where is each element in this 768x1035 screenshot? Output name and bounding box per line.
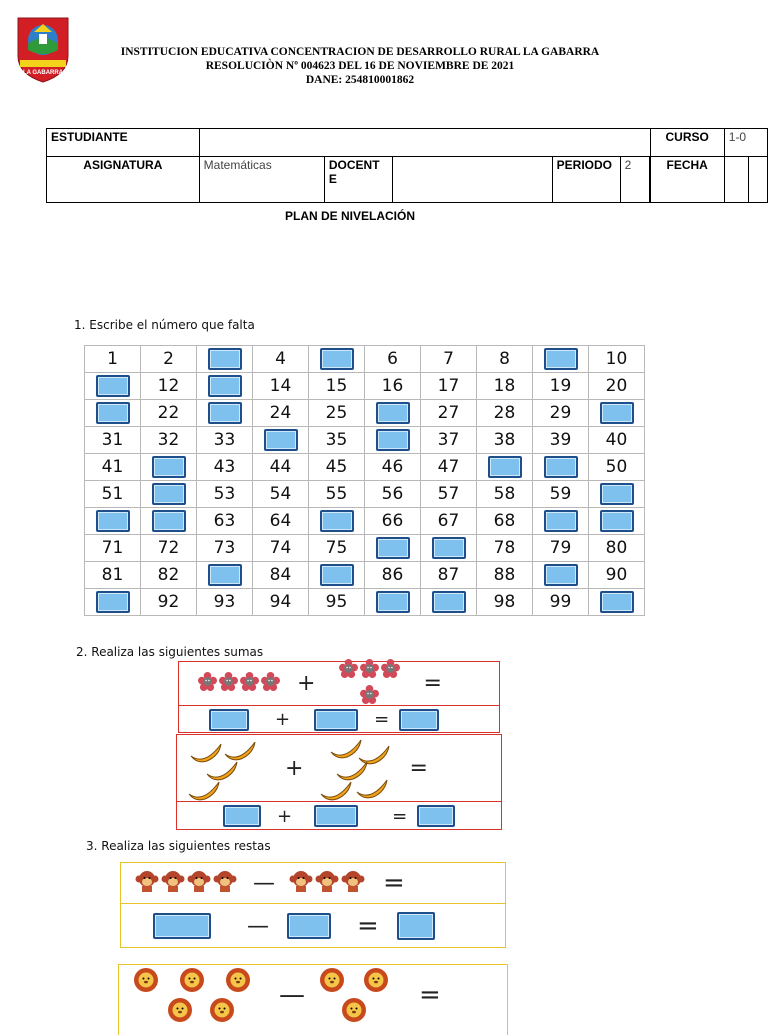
grid-cell-blank[interactable] (197, 562, 253, 589)
flowers-group-1 (191, 672, 287, 696)
answer-blank[interactable] (432, 537, 466, 559)
grid-cell-number: 17 (421, 373, 477, 400)
answer-blank[interactable] (600, 483, 634, 505)
school-logo (12, 12, 74, 84)
answer-blank[interactable] (544, 348, 578, 370)
grid-cell-number: 94 (253, 589, 309, 616)
grid-cell-number: 37 (421, 427, 477, 454)
number-grid (84, 345, 645, 616)
grid-cell-number: 25 (309, 400, 365, 427)
answer-blank[interactable] (488, 456, 522, 478)
sub1-picture-row (121, 863, 505, 904)
sub2-box (118, 964, 508, 1035)
lion-icon (225, 967, 251, 998)
grid-row (85, 400, 645, 427)
equals-sign: = (374, 709, 390, 730)
monkey-icon (341, 869, 365, 898)
grid-row (85, 562, 645, 589)
grid-cell-blank[interactable] (141, 454, 197, 481)
grid-cell-number: 88 (477, 562, 533, 589)
sum2-answer-row (177, 803, 501, 829)
bananas-group-2 (313, 736, 393, 800)
grid-cell-number: 73 (197, 535, 253, 562)
grid-cell-number: 92 (141, 589, 197, 616)
grid-cell-blank[interactable] (421, 535, 477, 562)
equals-sign: = (409, 755, 428, 781)
grid-cell-number: 64 (253, 508, 309, 535)
answer-blank[interactable] (209, 709, 249, 731)
grid-cell-number: 95 (309, 589, 365, 616)
answer-blank[interactable] (152, 510, 186, 532)
grid-cell-number: 15 (309, 373, 365, 400)
grid-cell-blank[interactable] (309, 346, 365, 373)
exercise3-instruction: 3. Realiza las siguientes restas (86, 839, 271, 853)
grid-cell-number: 81 (85, 562, 141, 589)
answer-blank[interactable] (544, 510, 578, 532)
grid-cell-number: 29 (533, 400, 589, 427)
answer-blank[interactable] (417, 805, 455, 827)
minus-sign: — (279, 980, 305, 1010)
answer-blank[interactable] (600, 591, 634, 613)
grid-cell-blank[interactable] (197, 400, 253, 427)
grid-cell-number: 99 (533, 589, 589, 616)
grid-cell-number: 55 (309, 481, 365, 508)
answer-blank[interactable] (314, 805, 358, 827)
plus-sign: + (285, 755, 304, 781)
grid-cell-number: 66 (365, 508, 421, 535)
monkey-icon (289, 869, 313, 898)
grid-cell-number: 78 (477, 535, 533, 562)
grid-cell-number: 2 (141, 346, 197, 373)
grid-cell-number: 98 (477, 589, 533, 616)
grid-cell-number: 93 (197, 589, 253, 616)
lion-icon (319, 967, 345, 998)
grid-row (85, 373, 645, 400)
grid-cell-number: 4 (253, 346, 309, 373)
answer-blank[interactable] (432, 591, 466, 613)
flower-icon (360, 685, 379, 709)
grid-cell-blank[interactable] (85, 400, 141, 427)
grid-cell-blank[interactable] (141, 508, 197, 535)
flower-icon (339, 659, 358, 683)
grid-cell-number: 86 (365, 562, 421, 589)
curso-value: 1-0 (724, 129, 767, 157)
answer-blank[interactable] (397, 912, 435, 940)
banana-icon (355, 778, 389, 805)
answer-blank[interactable] (223, 805, 261, 827)
sub1-answer-row (121, 905, 505, 947)
resolution-line: RESOLUCIÒN Nº 004623 DEL 16 DE NOVIEMBRE DE 2021 (205, 60, 515, 72)
answer-blank[interactable] (96, 510, 130, 532)
answer-blank[interactable] (544, 456, 578, 478)
grid-cell-blank[interactable] (85, 373, 141, 400)
grid-cell-number: 41 (85, 454, 141, 481)
asignatura-value: Matemáticas (199, 157, 324, 203)
answer-blank[interactable] (314, 709, 358, 731)
grid-cell-blank[interactable] (309, 508, 365, 535)
equals-sign: = (392, 805, 408, 827)
flower-icon (381, 659, 400, 683)
grid-row (85, 481, 645, 508)
grid-cell-blank[interactable] (589, 481, 645, 508)
grid-cell-number: 44 (253, 454, 309, 481)
grid-cell-number: 27 (421, 400, 477, 427)
sum1-picture-row (179, 662, 499, 706)
grid-cell-number: 40 (589, 427, 645, 454)
docente-label-line1: DOCENT (328, 158, 380, 172)
grid-row (85, 346, 645, 373)
grid-cell-blank[interactable] (309, 562, 365, 589)
flower-icon (261, 672, 280, 696)
grid-cell-blank[interactable] (365, 535, 421, 562)
answer-blank[interactable] (600, 510, 634, 532)
grid-cell-number: 46 (365, 454, 421, 481)
lions-group-2 (315, 965, 405, 1025)
monkeys-group-1 (135, 869, 237, 898)
bananas-group-1 (183, 736, 263, 800)
answer-blank[interactable] (376, 537, 410, 559)
grid-cell-blank[interactable] (365, 427, 421, 454)
grid-cell-number: 80 (589, 535, 645, 562)
grid-cell-blank[interactable] (477, 454, 533, 481)
institution-name: INSTITUCION EDUCATIVA CONCENTRACION DE DESARROLLO RURAL LA GABARRA (120, 46, 600, 58)
answer-blank[interactable] (152, 456, 186, 478)
lions-group-1 (129, 965, 259, 1025)
minus-sign: — (253, 870, 275, 896)
exercise2-instruction: 2. Realiza las siguientes sumas (76, 645, 264, 659)
grid-cell-number: 53 (197, 481, 253, 508)
grid-cell-number: 47 (421, 454, 477, 481)
monkeys-group-2 (289, 869, 365, 898)
monkey-icon (315, 869, 339, 898)
grid-cell-blank[interactable] (197, 373, 253, 400)
answer-blank[interactable] (399, 709, 439, 731)
answer-blank[interactable] (96, 375, 130, 397)
grid-row (85, 427, 645, 454)
grid-cell-blank[interactable] (589, 589, 645, 616)
sub2-picture-row (119, 965, 507, 1025)
grid-cell-number: 43 (197, 454, 253, 481)
grid-cell-number: 50 (589, 454, 645, 481)
grid-cell-number: 90 (589, 562, 645, 589)
grid-cell-number: 72 (141, 535, 197, 562)
grid-cell-number: 79 (533, 535, 589, 562)
lion-icon (209, 997, 235, 1028)
grid-cell-number: 19 (533, 373, 589, 400)
grid-cell-number: 1 (85, 346, 141, 373)
grid-cell-number: 56 (365, 481, 421, 508)
answer-blank[interactable] (208, 402, 242, 424)
grid-cell-number: 82 (141, 562, 197, 589)
grid-cell-number: 38 (477, 427, 533, 454)
answer-blank[interactable] (320, 348, 354, 370)
sum1-answer-row (179, 707, 499, 732)
grid-cell-number: 7 (421, 346, 477, 373)
grid-cell-number: 31 (85, 427, 141, 454)
grid-cell-blank[interactable] (197, 346, 253, 373)
answer-blank[interactable] (208, 375, 242, 397)
grid-cell-number: 22 (141, 400, 197, 427)
equals-sign: = (383, 868, 405, 898)
grid-cell-number: 58 (477, 481, 533, 508)
grid-cell-number: 59 (533, 481, 589, 508)
lion-icon (363, 967, 389, 998)
flower-icon (360, 659, 379, 683)
answer-blank[interactable] (600, 402, 634, 424)
grid-cell-number: 57 (421, 481, 477, 508)
flower-icon (240, 672, 259, 696)
grid-cell-blank[interactable] (589, 508, 645, 535)
answer-blank[interactable] (376, 591, 410, 613)
grid-cell-number: 84 (253, 562, 309, 589)
equals-sign: = (357, 911, 379, 941)
sum2-picture-row (177, 735, 501, 802)
grid-cell-number: 63 (197, 508, 253, 535)
grid-cell-number: 24 (253, 400, 309, 427)
exercise1-instruction: 1. Escribe el número que falta (74, 318, 255, 332)
estudiante-field[interactable] (199, 129, 650, 157)
grid-cell-blank[interactable] (533, 562, 589, 589)
grid-cell-blank[interactable] (365, 400, 421, 427)
monkey-icon (213, 869, 237, 898)
grid-cell-number: 71 (85, 535, 141, 562)
grid-cell-number: 35 (309, 427, 365, 454)
estudiante-label: ESTUDIANTE (47, 129, 200, 157)
grid-row (85, 535, 645, 562)
grid-row (85, 589, 645, 616)
grid-cell-number: 12 (141, 373, 197, 400)
grid-cell-number: 67 (421, 508, 477, 535)
answer-blank[interactable] (320, 510, 354, 532)
plan-title: PLAN DE NIVELACIÓN (284, 209, 415, 223)
answer-blank[interactable] (96, 402, 130, 424)
equals-sign: = (423, 671, 442, 696)
sub1-box (120, 862, 506, 948)
grid-cell-number: 10 (589, 346, 645, 373)
flowers-group-2 (329, 659, 409, 709)
periodo-label: PERIODO (552, 157, 620, 203)
fecha-field[interactable] (724, 157, 748, 203)
lion-icon (341, 997, 367, 1028)
minus-sign: — (247, 913, 269, 939)
plus-sign: + (277, 805, 293, 827)
grid-cell-blank[interactable] (421, 589, 477, 616)
dane-line: DANE: 254810001862 (305, 74, 415, 86)
answer-blank[interactable] (153, 913, 211, 939)
fecha-label: FECHA (650, 157, 724, 203)
answer-blank[interactable] (320, 564, 354, 586)
asignatura-label: ASIGNATURA (47, 157, 200, 203)
sum1-box (178, 661, 500, 733)
grid-cell-blank[interactable] (533, 346, 589, 373)
grid-cell-number: 14 (253, 373, 309, 400)
lion-icon (133, 967, 159, 998)
answer-blank[interactable] (287, 913, 331, 939)
student-info-table (46, 128, 768, 203)
grid-cell-number: 6 (365, 346, 421, 373)
equals-sign: = (419, 980, 441, 1010)
grid-cell-number: 20 (589, 373, 645, 400)
grid-cell-blank[interactable] (85, 508, 141, 535)
answer-blank[interactable] (152, 483, 186, 505)
grid-cell-number: 51 (85, 481, 141, 508)
document-header (80, 45, 640, 87)
grid-cell-blank[interactable] (253, 427, 309, 454)
grid-row (85, 508, 645, 535)
grid-cell-number: 74 (253, 535, 309, 562)
grid-cell-blank[interactable] (589, 400, 645, 427)
answer-blank[interactable] (264, 429, 298, 451)
grid-cell-number: 18 (477, 373, 533, 400)
grid-cell-number: 75 (309, 535, 365, 562)
grid-cell-blank[interactable] (141, 481, 197, 508)
grid-row (85, 454, 645, 481)
flower-icon (198, 672, 217, 696)
grid-cell-number: 45 (309, 454, 365, 481)
curso-label: CURSO (650, 129, 724, 157)
flower-icon (219, 672, 238, 696)
answer-blank[interactable] (96, 591, 130, 613)
monkey-icon (161, 869, 185, 898)
periodo-value: 2 (620, 157, 649, 203)
grid-cell-number: 87 (421, 562, 477, 589)
monkey-icon (135, 869, 159, 898)
grid-cell-blank[interactable] (533, 508, 589, 535)
sum2-box (176, 734, 502, 830)
grid-cell-blank[interactable] (533, 454, 589, 481)
docente-label (324, 157, 392, 203)
grid-cell-number: 16 (365, 373, 421, 400)
grid-cell-number: 8 (477, 346, 533, 373)
logo-text: LA GABARRA (22, 70, 64, 76)
answer-blank[interactable] (208, 564, 242, 586)
monkey-icon (187, 869, 211, 898)
grid-cell-number: 28 (477, 400, 533, 427)
grid-cell-number: 39 (533, 427, 589, 454)
grid-cell-number: 68 (477, 508, 533, 535)
grid-cell-number: 33 (197, 427, 253, 454)
answer-blank[interactable] (208, 348, 242, 370)
lion-icon (167, 997, 193, 1028)
answer-blank[interactable] (376, 402, 410, 424)
grid-cell-number: 54 (253, 481, 309, 508)
grid-cell-blank[interactable] (365, 589, 421, 616)
grid-cell-blank[interactable] (85, 589, 141, 616)
docente-field[interactable] (392, 157, 552, 203)
lion-icon (179, 967, 205, 998)
plus-sign: + (297, 671, 316, 696)
plus-sign: + (275, 709, 291, 730)
grid-cell-number: 32 (141, 427, 197, 454)
docente-label-line2: E (328, 172, 337, 186)
answer-blank[interactable] (544, 564, 578, 586)
answer-blank[interactable] (376, 429, 410, 451)
